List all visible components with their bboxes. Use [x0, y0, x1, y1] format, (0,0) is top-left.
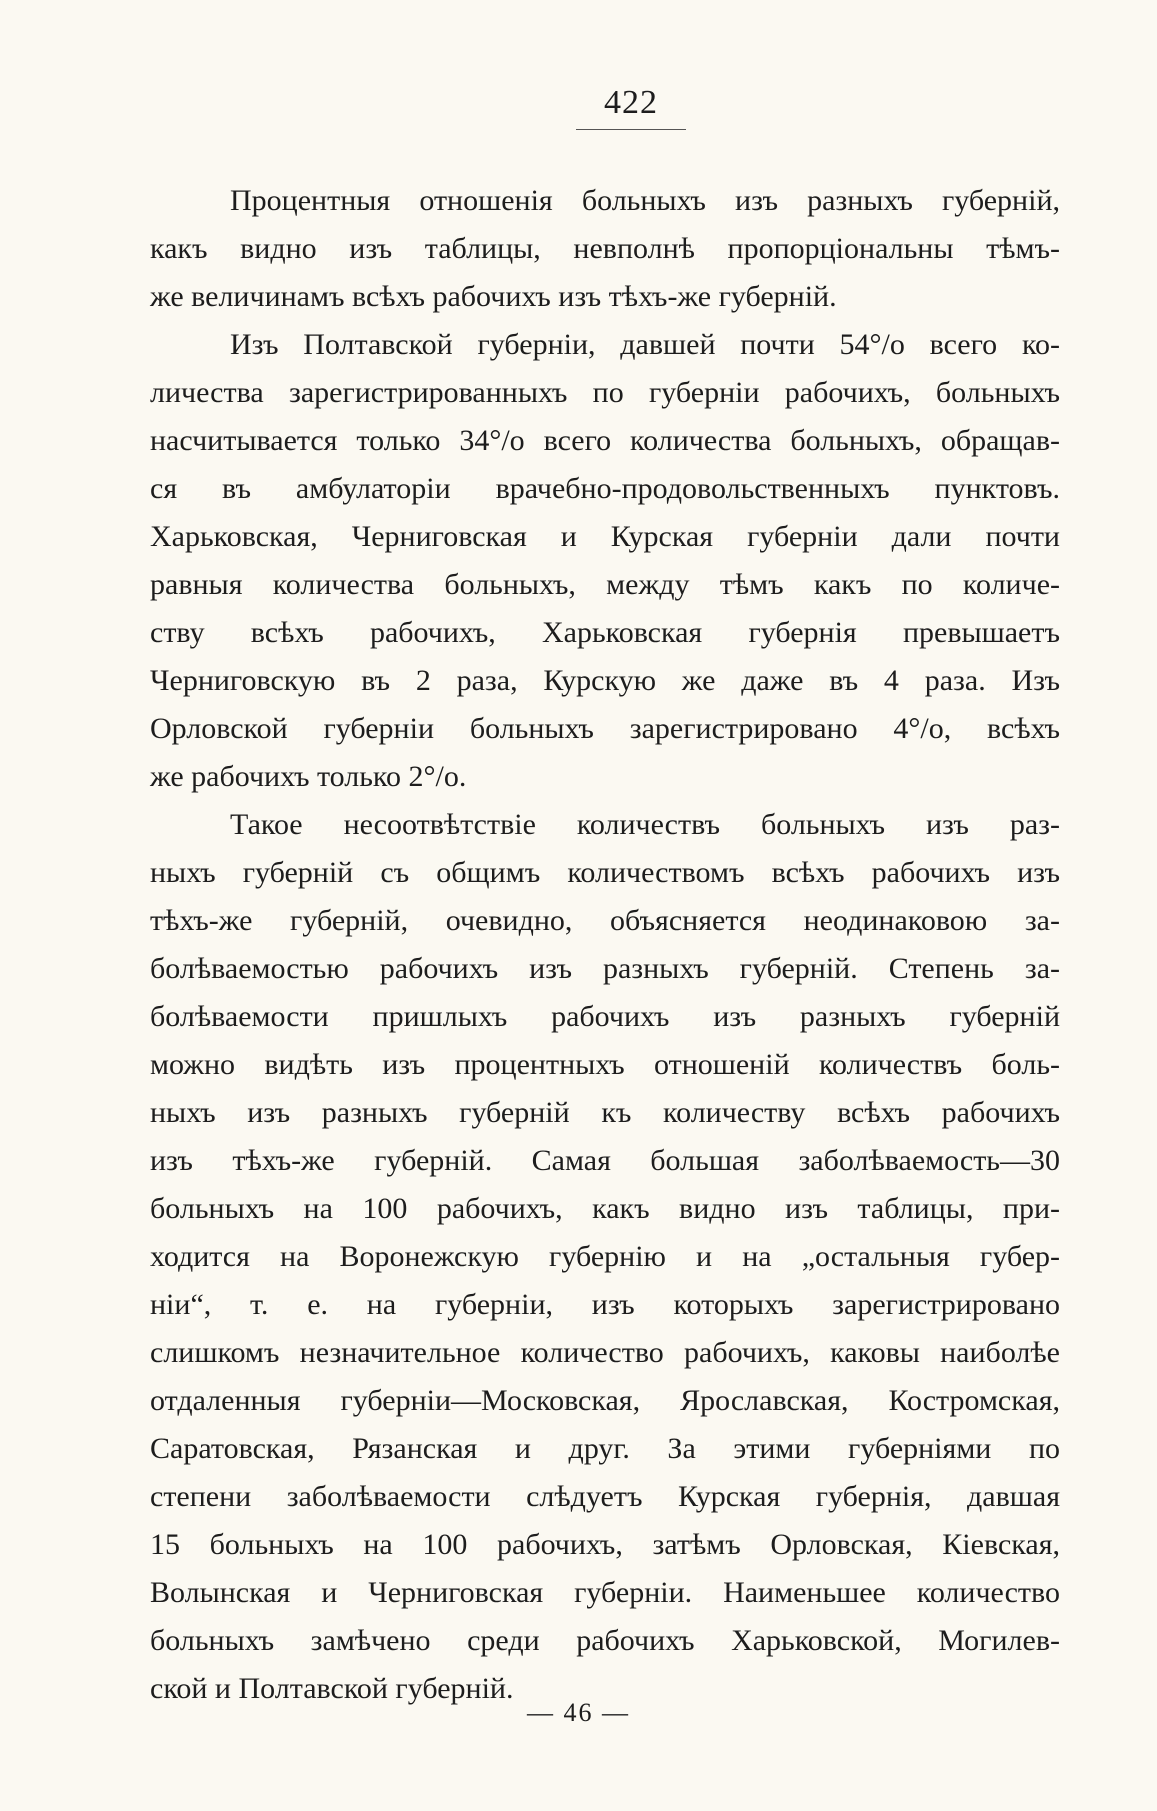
page-number: 422	[604, 84, 658, 121]
text-line: тѣхъ-же губерній, очевидно, объясняется неодинаковою за-	[150, 904, 1060, 937]
text-line: Черниговскую въ 2 раза, Курскую же даже въ 4 раза. Изъ	[150, 664, 1060, 697]
footer-signature: — 46 —	[527, 1698, 630, 1727]
text-line: ходится на Воронежскую губернію и на „остальныя губер-	[150, 1240, 1060, 1273]
text-line: больныхъ на 100 рабочихъ, какъ видно изъ таблицы, при-	[150, 1192, 1060, 1225]
text-line: ся въ амбулаторіи врачебно-продовольственныхъ пунктовъ.	[150, 472, 1060, 505]
text-line: ныхъ губерній съ общимъ количествомъ всѣхъ рабочихъ изъ	[150, 856, 1060, 889]
text-line: Орловской губерніи больныхъ зарегистрировано 4°/о, всѣхъ	[150, 712, 1060, 745]
text-line: Процентныя отношенія больныхъ изъ разныхъ губерній,	[230, 184, 1060, 217]
body-text	[150, 177, 1060, 1713]
text-line: Изъ Полтавской губерніи, давшей почти 54°/о всего ко-	[230, 328, 1060, 361]
text-line: ству всѣхъ рабочихъ, Харьковская губернія превышаетъ	[150, 616, 1060, 649]
text-line: отдаленныя губерніи—Московская, Ярославская, Костромская,	[150, 1384, 1060, 1417]
text-line: Харьковская, Черниговская и Курская губерніи дали почти	[150, 520, 1060, 553]
text-line: ской и Полтавской губерній.	[150, 1672, 514, 1705]
text-line: болѣваемостью рабочихъ изъ разныхъ губерній. Степень за-	[150, 952, 1060, 985]
text-line: слишкомъ незначительное количество рабочихъ, каковы наиболѣе	[150, 1336, 1060, 1369]
text-line: Саратовская, Рязанская и друг. За этими губерніями по	[150, 1432, 1060, 1465]
text-line: можно видѣть изъ процентныхъ отношеній количествъ боль-	[150, 1048, 1060, 1081]
text-line: насчитывается только 34°/о всего количества больныхъ, обращав-	[150, 424, 1060, 457]
page-number-rule	[576, 129, 686, 130]
text-line: же величинамъ всѣхъ рабочихъ изъ тѣхъ-же губерній.	[150, 280, 837, 313]
text-line: личества зарегистрированныхъ по губерніи рабочихъ, больныхъ	[150, 376, 1060, 409]
text-line: же рабочихъ только 2°/о.	[150, 760, 467, 793]
text-line: изъ тѣхъ-же губерній. Самая большая заболѣваемость—30	[150, 1144, 1060, 1177]
text-line: ныхъ изъ разныхъ губерній къ количеству всѣхъ рабочихъ	[150, 1096, 1060, 1129]
text-line: какъ видно изъ таблицы, невполнѣ пропорціональны тѣмъ-	[150, 232, 1060, 265]
text-line: равныя количества больныхъ, между тѣмъ какъ по количе-	[150, 568, 1060, 601]
text-line: больныхъ замѣчено среди рабочихъ Харьковской, Могилев-	[150, 1624, 1060, 1657]
text-line: Такое несоотвѣтствіе количествъ больныхъ изъ раз-	[230, 808, 1060, 841]
text-line: степени заболѣваемости слѣдуетъ Курская губернія, давшая	[150, 1480, 1060, 1513]
text-line: Волынская и Черниговская губерніи. Наименьшее количество	[150, 1576, 1060, 1609]
text-line: болѣваемости пришлыхъ рабочихъ изъ разныхъ губерній	[150, 1000, 1060, 1033]
text-line: ніи“, т. е. на губерніи, изъ которыхъ зарегистрировано	[150, 1288, 1060, 1321]
text-line: 15 больныхъ на 100 рабочихъ, затѣмъ Орловская, Кіевская,	[150, 1528, 1060, 1561]
